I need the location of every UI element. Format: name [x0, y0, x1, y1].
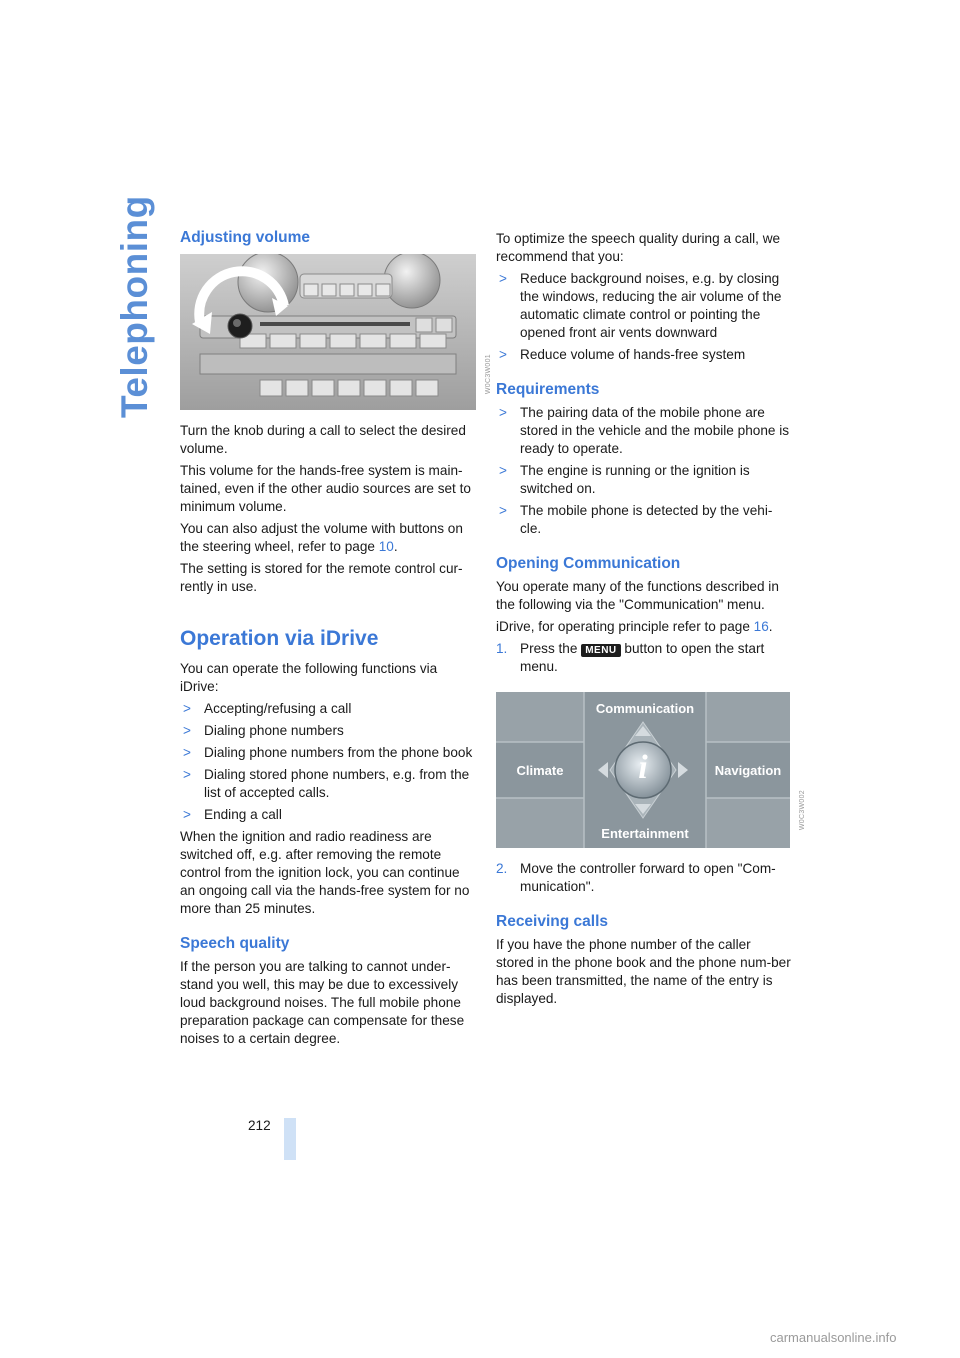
figure-code: W0C3W002 — [799, 790, 806, 831]
bullet-marker: > — [183, 745, 191, 760]
paragraph: You operate many of the functions described in the following via the "Communication" menu. — [496, 579, 779, 612]
right-column — [496, 228, 806, 1008]
menu-button-icon: MENU — [581, 644, 620, 657]
list-item: 1. Press the MENU button to open the start menu. — [496, 641, 765, 674]
steps-list — [496, 640, 792, 676]
list-item: 2. Move the controller forward to open "Com-munication". — [496, 861, 776, 894]
list-item: > Reduce volume of hands-free system — [499, 347, 746, 362]
steps-list — [496, 860, 792, 896]
list-item: > Accepting/refusing a call — [183, 701, 352, 716]
paragraph: Turn the knob during a call to select the desired volume. — [180, 423, 466, 456]
bullet-marker: > — [183, 767, 191, 782]
heading-receiving-calls: Receiving calls — [496, 913, 609, 930]
menu-item-climate[interactable]: Climate — [516, 763, 564, 778]
heading-adjusting-volume: Adjusting volume — [180, 229, 311, 246]
bullet-marker: > — [499, 463, 507, 478]
figure-code: W0C3W001 — [485, 354, 492, 395]
paragraph: To optimize the speech quality during a call, we recommend that you: — [496, 231, 781, 264]
bullet-marker: > — [183, 807, 191, 822]
volume-knob-figure — [180, 254, 492, 410]
list-item: > Dialing phone numbers — [183, 723, 344, 738]
paragraph: This volume for the hands-free system is main-tained, even if the other audio sources are set to minimum volume. — [180, 463, 471, 514]
bullet-marker: > — [499, 405, 507, 420]
list-item: > Reduce background noises, e.g. by closing the windows, reducing the air volume of the automatic climate control or pointing the opened front air vents downward — [499, 271, 782, 340]
list-item: > The engine is running or the ignition is switched on. — [499, 463, 750, 496]
speech-quality-tips-list — [496, 270, 792, 364]
paragraph: You can operate the following functions via iDrive: — [180, 661, 438, 694]
menu-item-communication[interactable]: Communication — [595, 701, 695, 716]
requirements-list — [496, 404, 792, 538]
bullet-marker: > — [183, 723, 191, 738]
paragraph: When the ignition and radio readiness are switched off, e.g. after removing the remote control from the ignition lock, you can continue an ongoing call via the hands-free system for no more than 25 minutes. — [180, 829, 470, 916]
paragraph: If the person you are talking to cannot under-stand you well, this may be due to excessively loud background noises. The full mobile phone preparation package can compensate for these noises to a certain degree. — [180, 959, 465, 1046]
page-reference-link[interactable]: 10 — [378, 539, 394, 554]
heading-speech-quality: Speech quality — [180, 935, 290, 952]
chapter-side-title: Telephoning — [114, 195, 155, 418]
left-column — [180, 228, 492, 1048]
menu-item-entertainment[interactable]: Entertainment — [601, 826, 689, 841]
bullet-marker: > — [499, 271, 507, 286]
bullet-marker: > — [499, 347, 507, 362]
page-reference-link[interactable]: 16 — [753, 619, 769, 634]
info-icon: i — [638, 749, 648, 786]
list-item: > The mobile phone is detected by the vehi-cle. — [499, 503, 773, 536]
paragraph: If you have the phone number of the caller stored in the phone book and the phone num-ber has been transmitted, the name of the entry is displayed. — [496, 937, 791, 1006]
audio-control-panel-image — [180, 254, 476, 410]
page-tab-bar — [284, 1118, 296, 1160]
list-item: > Ending a call — [183, 807, 282, 822]
paragraph-text: You can also adjust the volume with buttons on the steering wheel, refer to page — [180, 521, 463, 554]
watermark: carmanualsonline.info — [770, 1330, 897, 1345]
bullet-marker: > — [183, 701, 191, 716]
page-number: 212 — [248, 1118, 271, 1133]
list-item: > The pairing data of the mobile phone are stored in the vehicle and the mobile phone is ready to operate. — [499, 405, 790, 456]
paragraph: The setting is stored for the remote control cur-rently in use. — [180, 561, 463, 594]
heading-requirements: Requirements — [496, 381, 600, 398]
bullet-marker: > — [499, 503, 507, 518]
list-item: > Dialing stored phone numbers, e.g. from the list of accepted calls. — [183, 767, 470, 800]
start-menu-figure — [496, 692, 806, 848]
paragraph-text: . — [393, 539, 398, 554]
menu-item-navigation[interactable]: Navigation — [714, 763, 782, 778]
step-number: 2. — [496, 861, 508, 876]
paragraph — [180, 520, 476, 556]
paragraph: iDrive, for operating principle refer to page 16. — [496, 619, 773, 634]
heading-opening-communication: Opening Communication — [496, 555, 681, 572]
step-number: 1. — [496, 641, 508, 656]
idrive-function-list — [180, 700, 476, 824]
heading-operation-via-idrive: Operation via iDrive — [180, 627, 379, 650]
list-item: > Dialing phone numbers from the phone book — [183, 745, 473, 760]
